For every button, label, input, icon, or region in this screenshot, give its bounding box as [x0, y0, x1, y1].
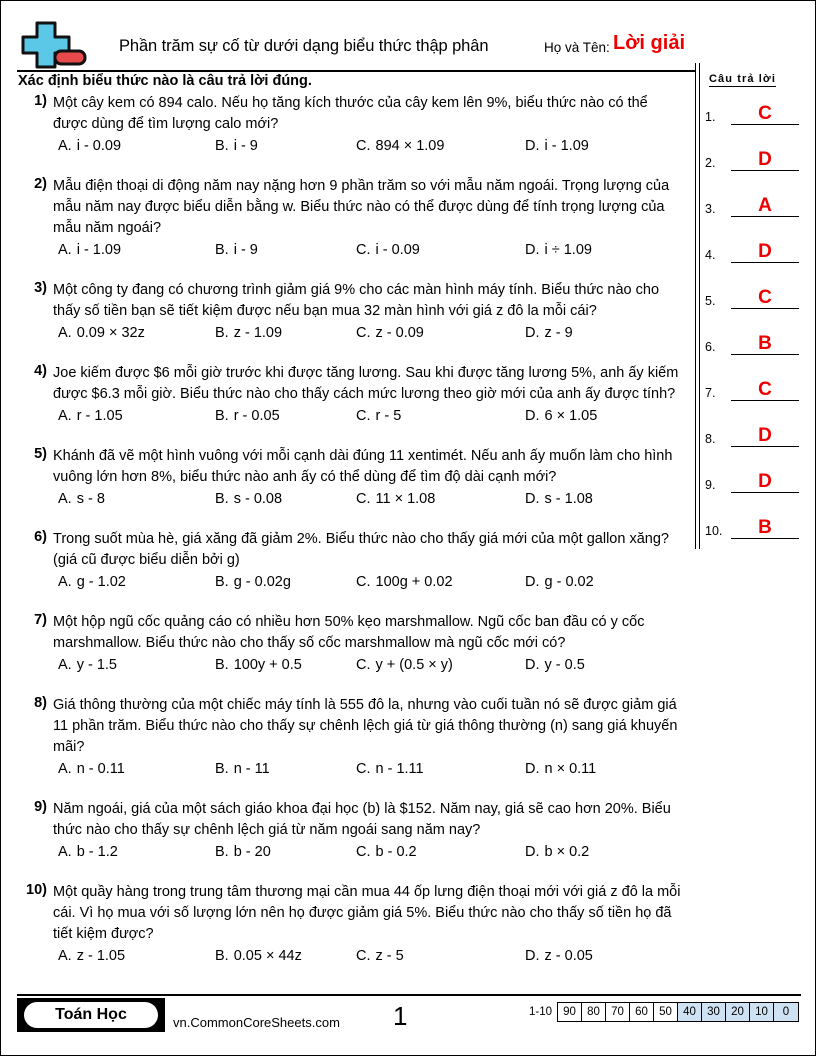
choice-label: A. — [58, 138, 72, 154]
question-item — [1, 176, 695, 266]
question-text: Joe kiếm được $6 mỗi giờ trước khi được tăng lương. Sau khi được tăng lương 5%, anh ấy kiếm được $6.3 mỗi giờ. Biểu thức nào cho thấy cách mức lương theo giờ mới của anh ấy được tính? — [53, 365, 679, 402]
answer-number: 9. — [705, 478, 716, 492]
answer-row — [705, 423, 811, 447]
choice-value: 100g + 0.02 — [375, 574, 453, 590]
scale-cell: 50 — [654, 1003, 678, 1021]
choice-value: n × 0.11 — [544, 761, 597, 777]
choice-value: n - 0.11 — [76, 761, 125, 777]
answer-row — [705, 331, 811, 355]
choice-label: B. — [215, 408, 229, 424]
scale-cell: 40 — [678, 1003, 702, 1021]
answer-number: 7. — [705, 386, 716, 400]
question-item — [1, 529, 695, 598]
choice-value: g - 0.02g — [233, 574, 291, 590]
choice-value: g - 1.02 — [76, 574, 126, 590]
answer-letter: B — [758, 517, 772, 538]
answer-row — [705, 285, 811, 309]
answer-letter: D — [758, 241, 772, 262]
question-number: 5) — [34, 446, 47, 462]
choice-option[interactable] — [525, 657, 585, 673]
plus-minus-icon — [17, 19, 89, 69]
choice-label: C. — [356, 138, 371, 154]
grading-scale — [529, 1002, 799, 1022]
choice-label: C. — [356, 408, 371, 424]
answer-number: 5. — [705, 294, 716, 308]
choice-label: A. — [58, 242, 72, 258]
choice-value: b - 20 — [233, 844, 271, 860]
header-divider — [17, 70, 695, 72]
question-text: Một cây kem có 894 calo. Nếu họ tăng kích thước của cây kem lên 9%, biểu thức nào có thể được dùng để tìm lượng calo mới? — [53, 95, 648, 132]
page-number: 1 — [393, 1001, 408, 1031]
choice-value: z - 1.09 — [233, 325, 283, 341]
choice-option[interactable] — [215, 491, 282, 507]
choice-option[interactable] — [215, 948, 302, 964]
question-number: 1) — [34, 93, 47, 109]
choice-option[interactable] — [356, 138, 444, 154]
question-text: Một hộp ngũ cốc quảng cáo có nhiều hơn 50% kẹo marshmallow. Ngũ cốc ban đầu có y cốc marshmallow. Biểu thức nào cho thấy số cốc marshmallow mà ngũ cốc mới có? — [53, 614, 645, 651]
question-number: 4) — [34, 363, 47, 379]
choice-option[interactable] — [58, 761, 125, 777]
choice-label: B. — [215, 657, 229, 673]
choice-label: D. — [525, 574, 540, 590]
scale-cell: 80 — [582, 1003, 606, 1021]
answer-number: 8. — [705, 432, 716, 446]
choice-value: y - 1.5 — [76, 657, 117, 673]
scale-cell: 60 — [630, 1003, 654, 1021]
question-number: 6) — [34, 529, 47, 545]
scale-range-label: 1-10 — [528, 1006, 552, 1018]
choice-option[interactable] — [58, 138, 121, 154]
choice-value: n - 1.11 — [375, 761, 424, 777]
choice-label: C. — [356, 761, 371, 777]
column-divider-outer — [695, 63, 696, 549]
choice-option[interactable] — [525, 408, 597, 424]
choice-label: B. — [215, 761, 229, 777]
choice-option[interactable] — [356, 948, 404, 964]
choice-value: i - 9 — [233, 138, 258, 154]
choice-value: 894 × 1.09 — [375, 138, 445, 154]
choice-option[interactable] — [525, 574, 594, 590]
question-number: 3) — [34, 280, 47, 296]
question-text: Một công ty đang có chương trình giảm giá 9% cho các màn hình máy tính. Biểu thức nào cho thấy số tiền bạn sẽ tiết kiệm được nếu bạn mua 32 màn hình với giá z đô la mỗi cái? — [53, 282, 660, 319]
choice-option[interactable] — [58, 491, 105, 507]
question-number: 7) — [34, 612, 47, 628]
choice-value: z - 9 — [544, 325, 573, 341]
question-item — [1, 612, 695, 681]
question-list — [1, 93, 695, 986]
choice-label: C. — [356, 844, 371, 860]
choice-option[interactable] — [215, 408, 280, 424]
answer-number: 10. — [705, 524, 723, 538]
scale-cell: 90 — [558, 1003, 582, 1021]
choice-option[interactable] — [525, 491, 593, 507]
choice-value: y - 0.5 — [544, 657, 585, 673]
choice-value: 0.05 × 44z — [233, 948, 302, 964]
choice-value: s - 1.08 — [544, 491, 593, 507]
choice-value: y + (0.5 × y) — [375, 657, 453, 673]
choice-label: A. — [58, 491, 72, 507]
answer-row — [705, 469, 811, 493]
choice-value: z - 0.05 — [544, 948, 593, 964]
choice-value: 0.09 × 32z — [76, 325, 145, 341]
choice-label: C. — [356, 325, 371, 341]
brand-logo — [17, 998, 165, 1032]
choice-row — [53, 844, 685, 868]
choice-row — [53, 138, 685, 162]
choice-option[interactable] — [58, 844, 118, 860]
choice-label: A. — [58, 574, 72, 590]
choice-value: z - 5 — [375, 948, 404, 964]
choice-option[interactable] — [356, 761, 424, 777]
question-text: Mẫu điện thoại di động năm nay nặng hơn 9 phần trăm so với mẫu năm ngoái. Trọng lượng của mẫu năm nay được biểu diễn bằng w. Biểu thức nào có thể được dùng để tính trọng lượng của mẫu năm ngoái? — [53, 178, 670, 236]
choice-option[interactable] — [58, 325, 145, 341]
choice-value: i - 0.09 — [76, 138, 122, 154]
answer-row — [705, 239, 811, 263]
choice-label: B. — [215, 138, 229, 154]
answer-number: 6. — [705, 340, 716, 354]
question-number: 2) — [34, 176, 47, 192]
scale-cell: 20 — [726, 1003, 750, 1021]
choice-value: r - 1.05 — [76, 408, 123, 424]
choice-option[interactable] — [356, 242, 420, 258]
choice-label: A. — [58, 408, 72, 424]
choice-option[interactable] — [58, 408, 123, 424]
choice-label: D. — [525, 138, 540, 154]
choice-label: A. — [58, 325, 72, 341]
choice-option[interactable] — [356, 408, 401, 424]
choice-label: C. — [356, 657, 371, 673]
choice-option[interactable] — [215, 138, 258, 154]
choice-value: b × 0.2 — [544, 844, 590, 860]
choice-option[interactable] — [356, 325, 424, 341]
answer-letter: D — [758, 149, 772, 170]
choice-option[interactable] — [525, 761, 596, 777]
choice-option[interactable] — [356, 844, 417, 860]
question-text: Giá thông thường của một chiếc máy tính là 555 đô la, nhưng vào cuối tuần nó sẽ được giảm giá 11 phần trăm. Biểu thức nào cho thấy sự chênh lệch giá từ giá thông thường (n) sang giá khuyến mãi? — [53, 697, 678, 755]
choice-value: s - 0.08 — [233, 491, 283, 507]
question-item — [1, 280, 695, 349]
choice-row — [53, 242, 685, 266]
choice-row — [53, 325, 685, 349]
choice-value: b - 0.2 — [375, 844, 417, 860]
choice-label: B. — [215, 844, 229, 860]
choice-value: s - 8 — [76, 491, 105, 507]
choice-option[interactable] — [215, 574, 291, 590]
choice-option[interactable] — [215, 242, 258, 258]
answer-row — [705, 193, 811, 217]
choice-option[interactable] — [215, 844, 271, 860]
answer-letter: B — [758, 333, 772, 354]
choice-label: D. — [525, 242, 540, 258]
answer-letter: C — [758, 287, 772, 308]
choice-label: A. — [58, 657, 72, 673]
choice-label: A. — [58, 761, 72, 777]
question-item — [1, 882, 695, 972]
choice-label: C. — [356, 242, 371, 258]
choice-row — [53, 657, 685, 681]
answer-number: 1. — [705, 110, 716, 124]
choice-label: B. — [215, 242, 229, 258]
choice-option[interactable] — [58, 948, 125, 964]
choice-value: r - 0.05 — [233, 408, 280, 424]
choice-option[interactable] — [356, 491, 435, 507]
answer-row — [705, 377, 811, 401]
answer-key-heading: Câu trả lời — [709, 73, 776, 85]
choice-label: A. — [58, 844, 72, 860]
answer-letter: D — [758, 425, 772, 446]
page-header — [1, 1, 816, 73]
choice-label: D. — [525, 948, 540, 964]
choice-label: A. — [58, 948, 72, 964]
answer-number: 3. — [705, 202, 716, 216]
question-text: Một quầy hàng trong trung tâm thương mại cần mua 44 ốp lưng điện thoại mới với giá z đô la mỗi cái. Vì họ mua với số lượng lớn nên họ được giảm giá 5%. Biểu thức nào cho thấy số tiền họ đã tiết kiệm được? — [53, 884, 681, 942]
choice-label: B. — [215, 574, 229, 590]
choice-label: D. — [525, 325, 540, 341]
choice-option[interactable] — [58, 657, 117, 673]
choice-value: 11 × 1.08 — [375, 491, 436, 507]
choice-value: g - 0.02 — [544, 574, 594, 590]
choice-value: n - 11 — [233, 761, 270, 777]
choice-label: D. — [525, 657, 540, 673]
question-item — [1, 363, 695, 432]
choice-label: C. — [356, 948, 371, 964]
choice-option[interactable] — [525, 844, 589, 860]
answer-letter: A — [758, 195, 772, 216]
question-text: Trong suốt mùa hè, giá xăng đã giảm 2%. Biểu thức nào cho thấy giá mới của một gallon xăng? (giá cũ được biểu diễn bởi g) — [53, 531, 669, 568]
scale-cell: 30 — [702, 1003, 726, 1021]
question-item — [1, 695, 695, 785]
column-divider-inner — [699, 63, 700, 549]
question-number: 8) — [34, 695, 47, 711]
choice-option[interactable] — [525, 138, 589, 154]
scale-cell: 70 — [606, 1003, 630, 1021]
choice-value: i - 0.09 — [375, 242, 420, 258]
scale-cell: 0 — [774, 1003, 798, 1021]
choice-option[interactable] — [525, 242, 592, 258]
answer-number: 4. — [705, 248, 716, 262]
name-label: Họ và Tên: — [544, 40, 610, 55]
choice-option[interactable] — [356, 657, 453, 673]
choice-label: D. — [525, 844, 540, 860]
scale-cell-group — [557, 1002, 799, 1022]
answer-row — [705, 147, 811, 171]
choice-value: 6 × 1.05 — [544, 408, 598, 424]
name-value: Lời giải — [613, 32, 686, 54]
brand-text: Toán Học — [55, 1006, 127, 1023]
scale-cell: 10 — [750, 1003, 774, 1021]
choice-option[interactable] — [58, 574, 126, 590]
question-item — [1, 446, 695, 515]
choice-value: z - 1.05 — [76, 948, 126, 964]
choice-option[interactable] — [356, 574, 453, 590]
answer-letter: C — [758, 379, 772, 400]
answer-letter: D — [758, 471, 772, 492]
choice-value: i ÷ 1.09 — [544, 242, 592, 258]
choice-row — [53, 491, 685, 515]
choice-value: i - 9 — [233, 242, 258, 258]
answer-key-column — [695, 63, 816, 549]
choice-option[interactable] — [525, 948, 593, 964]
brand-pill — [24, 1002, 158, 1028]
answer-row — [705, 101, 811, 125]
question-number: 9) — [34, 799, 47, 815]
choice-row — [53, 761, 685, 785]
page-title: Phần trăm sự cố từ dưới dạng biểu thức thập phân — [119, 37, 489, 55]
question-text: Năm ngoái, giá của một sách giáo khoa đại học (b) là $152. Năm nay, giá sẽ cao hơn 20%. Biểu thức nào cho thấy sự chênh lệch giá từ năm ngoái sang năm nay? — [53, 801, 671, 838]
choice-value: b - 1.2 — [76, 844, 118, 860]
choice-value: i - 1.09 — [76, 242, 122, 258]
choice-label: D. — [525, 491, 540, 507]
choice-row — [53, 948, 685, 972]
footer-divider — [17, 994, 801, 996]
choice-option[interactable] — [215, 761, 270, 777]
choice-row — [53, 574, 685, 598]
answer-row — [705, 515, 811, 539]
choice-label: D. — [525, 761, 540, 777]
answer-number: 2. — [705, 156, 716, 170]
choice-label: D. — [525, 408, 540, 424]
choice-label: C. — [356, 574, 371, 590]
choice-row — [53, 408, 685, 432]
question-item — [1, 93, 695, 162]
instructions-text: Xác định biểu thức nào là câu trả lời đúng. — [18, 73, 312, 89]
choice-value: 100y + 0.5 — [233, 657, 302, 673]
choice-label: C. — [356, 491, 371, 507]
question-item — [1, 799, 695, 868]
choice-label: B. — [215, 491, 229, 507]
choice-option[interactable] — [58, 242, 121, 258]
choice-label: B. — [215, 948, 229, 964]
choice-value: i - 1.09 — [544, 138, 589, 154]
answer-letter: C — [758, 103, 772, 124]
question-text: Khánh đã vẽ một hình vuông với mỗi cạnh dài đúng 11 xentimét. Nếu anh ấy muốn làm cho hình vuông lớn hơn 8%, biểu thức nào anh ấy có thể dùng để tìm độ dài cạnh mới? — [53, 448, 673, 485]
question-number: 10) — [26, 882, 47, 898]
choice-value: z - 0.09 — [375, 325, 424, 341]
choice-option[interactable] — [525, 325, 573, 341]
choice-value: r - 5 — [375, 408, 402, 424]
website-url: vn.CommonCoreSheets.com — [173, 1015, 340, 1030]
choice-option[interactable] — [215, 325, 282, 341]
choice-label: B. — [215, 325, 229, 341]
choice-option[interactable] — [215, 657, 302, 673]
